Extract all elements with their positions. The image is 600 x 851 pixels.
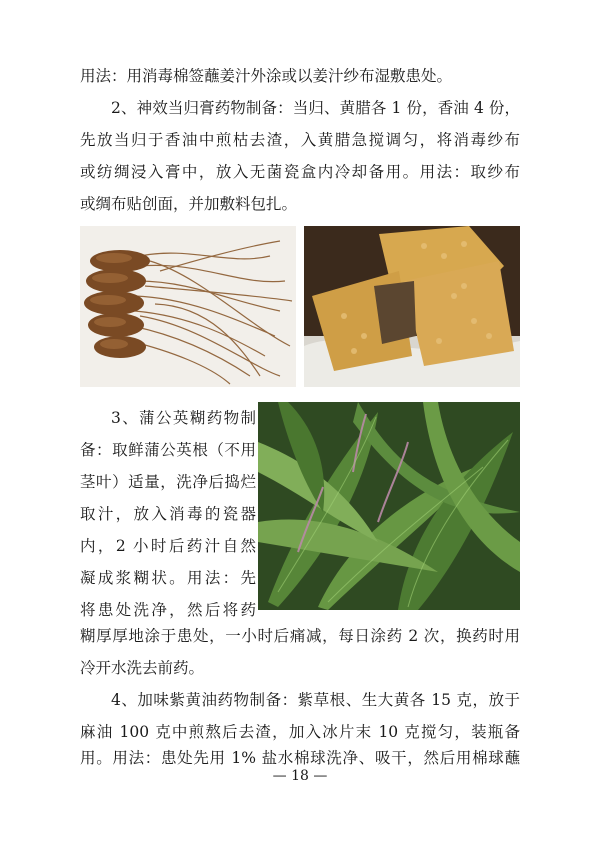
beeswax-illustration (304, 226, 520, 387)
angelica-root-photo (80, 226, 296, 387)
text-line-10: 内，2 小时后药汁自然 (80, 537, 256, 555)
text-line-12: 将患处洗净，然后将药 (80, 601, 256, 619)
text-line-2: 2、神效当归膏药物制备：当归、黄腊各 1 份，香油 4 份， (111, 99, 520, 117)
text-line-11: 凝成浆糊状。用法：先 (80, 569, 256, 587)
text-line-7: 备：取鲜蒲公英根（不用 (80, 441, 256, 459)
text-line-15: 4、加味紫黄油药物制备：紫草根、生大黄各 15 克，放于 (111, 691, 520, 709)
text-line-14: 冷开水洗去前药。 (80, 659, 205, 677)
page-number: — 18 — (272, 768, 328, 784)
text-line-6: 3、蒲公英糊药物制 (111, 409, 256, 427)
dandelion-illustration (258, 402, 520, 610)
text-line-1: 用法：用消毒棉签蘸姜汁外涂或以姜汁纱布湿敷患处。 (80, 67, 453, 85)
angelica-root-illustration (80, 226, 296, 387)
text-line-3: 先放当归于香油中煎枯去渣，入黄腊急搅调匀，将消毒纱布 (80, 131, 520, 149)
text-line-8: 茎叶）适量，洗净后捣烂 (80, 473, 256, 491)
text-line-9: 取汁，放入消毒的瓷器 (80, 505, 256, 523)
text-line-13: 糊厚厚地涂于患处，一小时后痛减，每日涂药 2 次，换药时用 (80, 627, 520, 645)
dandelion-photo (258, 402, 520, 610)
text-line-17: 用。用法：患处先用 1% 盐水棉球洗净、吸干，然后用棉球蘸 (80, 749, 520, 767)
text-line-5: 或绸布贴创面，并加敷料包扎。 (80, 195, 298, 213)
text-line-16: 麻油 100 克中煎熬后去渣，加入冰片末 10 克搅匀，装瓶备 (80, 723, 520, 741)
text-line-4: 或纺绸浸入膏中，放入无菌瓷盒内冷却备用。用法：取纱布 (80, 163, 520, 181)
beeswax-photo (304, 226, 520, 387)
